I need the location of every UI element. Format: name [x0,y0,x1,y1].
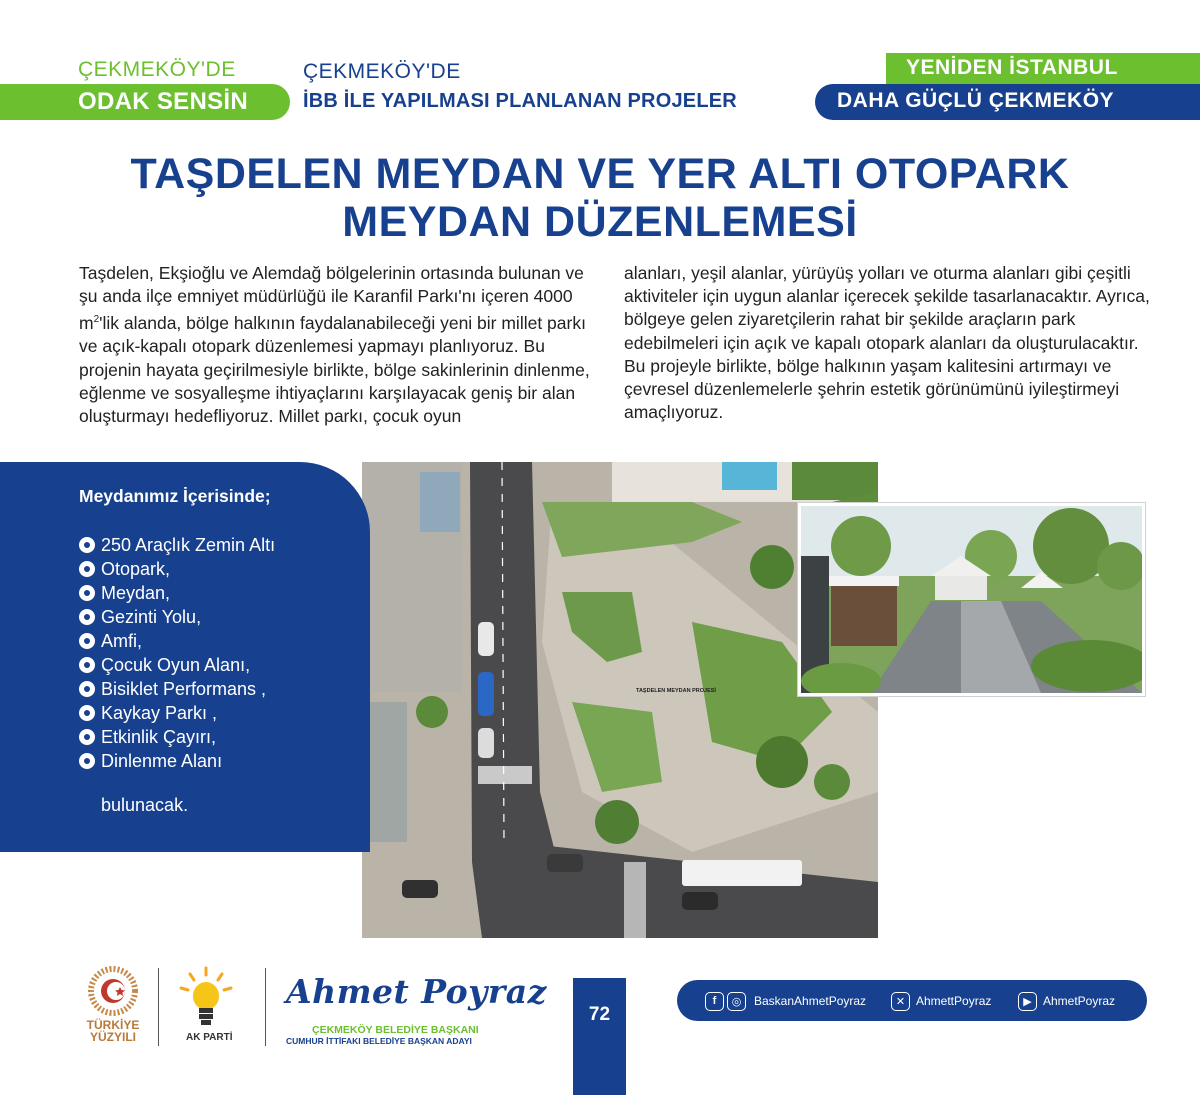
title-line-1: TAŞDELEN MEYDAN VE YER ALTI OTOPARK [130,150,1070,198]
header-left-bottom: ODAK SENSİN [78,88,248,115]
feature-item [79,701,275,725]
page-number: 72 [588,1004,611,1025]
feature-label: Amfi, [101,631,143,651]
bullet-icon [79,609,95,625]
turkiye-yuzyili-text [70,1019,156,1043]
body-left-sup: 2 [93,314,100,326]
footer-divider [265,968,266,1046]
feature-item [79,581,275,605]
features-panel [0,462,370,852]
bullet-icon [79,729,95,745]
footer-divider [158,968,159,1046]
park-render-illustration [801,506,1142,693]
youtube-icon: ▶ [1018,992,1037,1011]
social-x[interactable] [891,990,991,1012]
header-right-blue [815,84,1200,120]
body-left-text: Taşdelen, Ekşioğlu ve Alemdağ bölgelerinin ortasında bulunan ve şu anda ilçe emniyet müdürlüğü ile Karanfil Parkı'nı içeren 4000 m [79,263,584,334]
features-list [79,533,275,773]
feature-label: Çocuk Oyun Alanı, [101,655,251,675]
feature-label: Etkinlik Çayırı, [101,727,217,747]
header-mid-top: ÇEKMEKÖY'DE [303,60,461,83]
feature-item [79,629,275,653]
site-plan-caption: TAŞDELEN MEYDAN PROJESİ [636,688,716,694]
bullet-icon [79,681,95,697]
facebook-icon: f [705,992,724,1011]
feature-label: Bisiklet Performans , [101,679,267,699]
bullet-icon [79,585,95,601]
header-right-top: YENİDEN İSTANBUL [906,56,1118,79]
feature-item [79,605,275,629]
body-left-text-rest: 'lik alanda, bölge halkının faydalanabileceği yeni bir millet parkı ve açık-kapalı otopark düzenlemesi yapmayı planlıyoruz. Bu projenin hayata geçirilmesiyle birlikte, bölge sakinlerinin dinlenme, eğlenme ve sosyalleşme ihtiyaçlarını karşılayacak geniş bir alan oluşturmayı hedefliyoruz. Millet parkı, çocuk oyun [79,313,590,427]
body-right-column: alanları, yeşil alanlar, yürüyüş yolları ve oturma alanları gibi çeşitli aktiviteler için uygun alanlar içerecek şekilde tasarlanacaktır. Ayrıca, bölgeye gelen ziyaretçilerin rahat bir şekilde araçların park edebilmeleri için açık ve kapalı otopark alanları da oluşturulacaktır. Bu projeyle birlikte, bölge halkının yaşam kalitesini artırmayı ve çevresel düzenlemelerle şehrin estetik görünümünü iyileştirmeyi amaçlıyoruz. [624,263,1150,423]
turkiye-line: TÜRKİYE [86,1018,140,1032]
header-left-top: ÇEKMEKÖY'DE [78,58,236,81]
ak-parti-text: AK PARTİ [186,1032,233,1043]
header-left-bar [0,84,290,120]
mayor-subtitle: CUMHUR İTTİFAKI BELEDİYE BAŞKAN ADAYI [286,1036,472,1046]
feature-item [79,557,275,581]
bullet-icon [79,705,95,721]
signature: Ahmet Poyraz [286,972,547,1011]
page-title [0,150,1200,246]
features-heading: Meydanımız İçerisinde; [79,486,271,506]
page-number-box [573,978,626,1095]
bullet-icon [79,633,95,649]
feature-label: Gezinti Yolu, [101,607,202,627]
title-line-2: MEYDAN DÜZENLEMESİ [342,198,858,246]
bullet-icon [79,657,95,673]
features-footer: bulunacak. [101,795,189,815]
youtube-handle: AhmetPoyraz [1043,994,1116,1008]
x-icon: ✕ [891,992,910,1011]
facebook-instagram-handle: BaskanAhmetPoyraz [754,994,867,1008]
feature-item [79,749,275,773]
feature-label: Kaykay Parkı , [101,703,218,723]
park-render-image [798,503,1145,696]
x-handle: AhmettPoyraz [916,994,992,1008]
feature-label: Meydan, [101,583,171,603]
body-left-column [79,262,603,428]
social-bar [677,980,1147,1021]
feature-label: 250 Araçlık Zemin Altı [101,535,276,555]
social-youtube[interactable] [1018,990,1115,1012]
feature-item [79,677,275,701]
instagram-icon: ◎ [727,992,746,1011]
feature-label: Dinlenme Alanı [101,751,223,771]
bullet-icon [79,753,95,769]
bullet-icon [79,537,95,553]
bullet-icon [79,561,95,577]
header-mid-bottom: İBB İLE YAPILMASI PLANLANAN PROJELER [303,90,737,112]
social-facebook-instagram[interactable] [705,990,866,1012]
feature-item [79,653,275,677]
yuzyili-line: YÜZYILI [89,1030,136,1044]
feature-item [79,725,275,749]
feature-label: Otopark, [101,559,171,579]
header-right-bottom: DAHA GÜÇLÜ ÇEKMEKÖY [837,89,1115,112]
feature-item [79,533,275,557]
ak-parti-lightbulb-icon [178,966,234,1028]
mayor-title: ÇEKMEKÖY BELEDİYE BAŞKANI [312,1024,479,1036]
header-right-green [886,53,1200,85]
